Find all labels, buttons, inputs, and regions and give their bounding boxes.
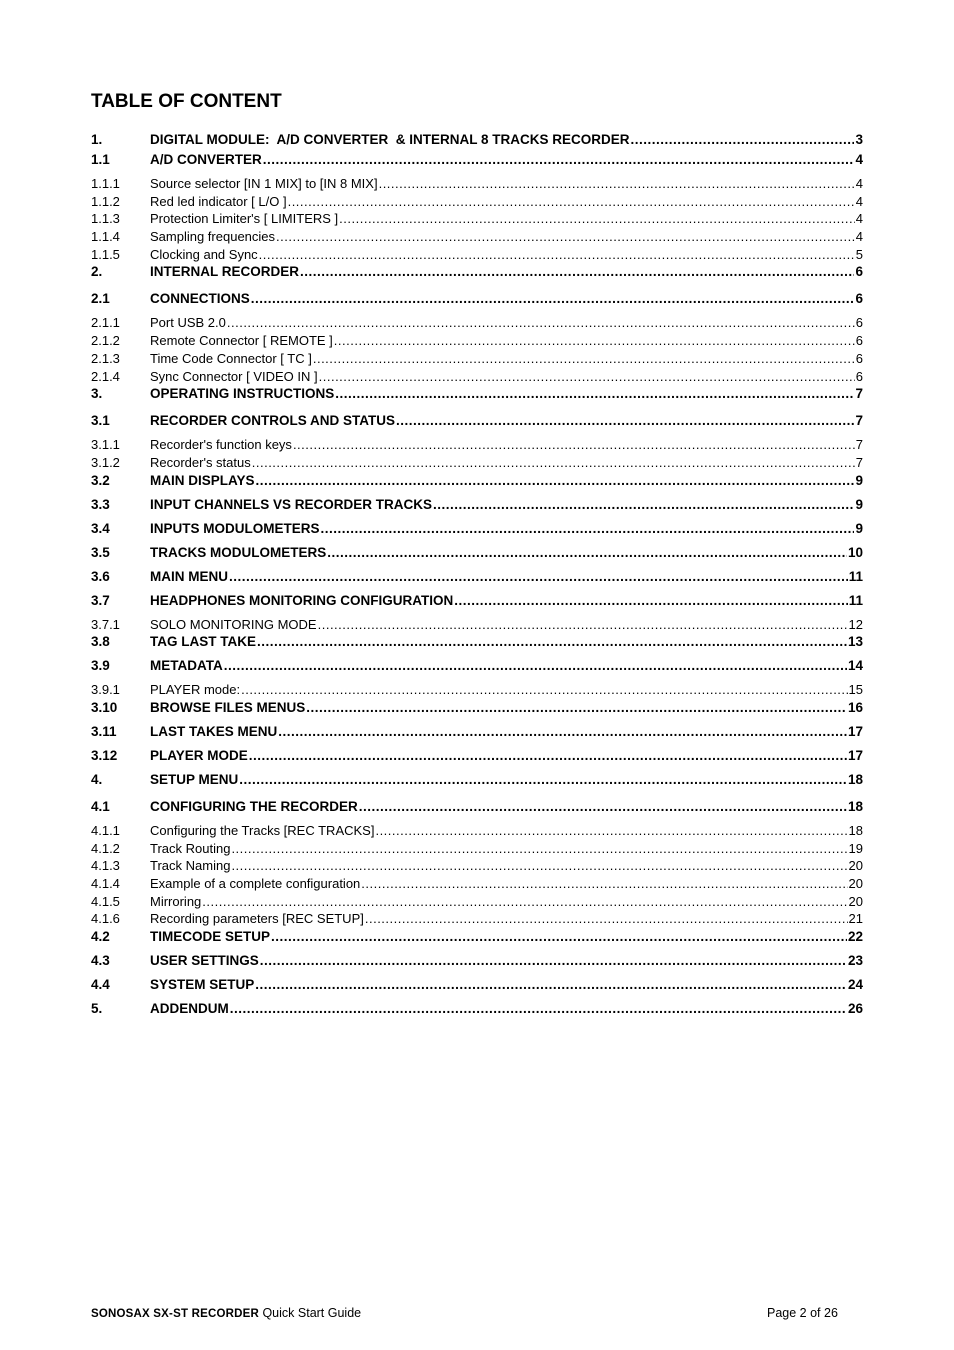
toc-entry-title: Remote Connector [ REMOTE ] — [150, 333, 333, 349]
toc-entry[interactable] — [91, 1001, 863, 1028]
toc-entry-page: 20 — [848, 893, 863, 909]
toc-entry-number: 4.1.4 — [91, 876, 120, 891]
toc-entry-number: 1.1.5 — [91, 246, 120, 262]
toc-entry-number: 3.1 — [91, 413, 110, 429]
toc-entry-number: 2.1 — [91, 291, 110, 307]
toc-dot-leader — [319, 369, 855, 384]
toc-entry-number: 3.3 — [91, 496, 110, 512]
toc-entry[interactable] — [91, 823, 863, 841]
toc-entry-number: 2. — [91, 264, 103, 280]
toc-entry-number: 4.1.1 — [91, 822, 120, 838]
toc-entry-page: 10 — [847, 544, 863, 560]
toc-entry[interactable] — [91, 473, 863, 497]
toc-entry-title: HEADPHONES MONITORING CONFIGURATION — [150, 592, 454, 608]
toc-entry-page: 6 — [855, 333, 863, 349]
toc-entry-title: INPUTS MODULOMETERS — [150, 520, 320, 536]
toc-entry-title: OPERATING INSTRUCTIONS — [150, 386, 335, 402]
toc-entry-page: 4 — [855, 152, 863, 167]
toc-dot-leader — [252, 455, 855, 470]
toc-entry-number: 3.1.1 — [91, 437, 120, 453]
toc-entry[interactable] — [91, 132, 863, 152]
toc-entry[interactable] — [91, 194, 863, 212]
toc-entry-number: 3.8 — [91, 634, 110, 650]
toc-entry-title: MAIN MENU — [150, 568, 228, 584]
toc-entry[interactable] — [91, 858, 863, 876]
toc-entry-page: 6 — [855, 368, 863, 384]
toc-entry-title: Port USB 2.0 — [150, 315, 226, 331]
toc-entry-number: 4.4 — [91, 977, 110, 993]
toc-dot-leader — [227, 315, 855, 330]
toc-entry[interactable] — [91, 799, 863, 823]
toc-dot-leader — [255, 977, 847, 992]
toc-entry-number: 2.1.2 — [91, 333, 120, 349]
toc-entry[interactable] — [91, 247, 863, 265]
toc-entry-page: 7 — [855, 454, 863, 470]
toc-entry[interactable] — [91, 545, 863, 569]
toc-dot-leader — [288, 194, 855, 209]
toc-dot-leader — [339, 211, 855, 226]
toc-entry-title: Protection Limiter's [ LIMITERS ] — [150, 211, 339, 227]
toc-dot-leader — [256, 473, 855, 488]
toc-entry-title: Track Naming — [150, 858, 231, 874]
toc-entry[interactable] — [91, 977, 863, 1001]
toc-entry[interactable] — [91, 291, 863, 315]
toc-entry-page: 4 — [855, 176, 863, 191]
toc-entry-page: 9 — [855, 520, 863, 536]
toc-entry-page: 13 — [847, 634, 863, 650]
toc-entry-page: 11 — [848, 568, 863, 584]
toc-entry-number: 3.5 — [91, 544, 110, 560]
toc-entry-number: 3.11 — [91, 723, 117, 739]
toc-entry[interactable] — [91, 437, 863, 455]
toc-dot-leader — [359, 799, 847, 814]
toc-dot-leader — [433, 497, 854, 512]
toc-entry-page: 18 — [847, 798, 863, 814]
toc-entry-title: Sync Connector [ VIDEO IN ] — [150, 368, 318, 384]
toc-entry[interactable] — [91, 658, 863, 682]
toc-entry-number: 3.9.1 — [91, 682, 120, 698]
toc-entry[interactable] — [91, 413, 863, 437]
toc-entry-number: 3.4 — [91, 520, 110, 536]
toc-dot-leader — [396, 413, 854, 428]
toc-title: TABLE OF CONTENT — [91, 91, 282, 112]
toc-entry[interactable] — [91, 748, 863, 772]
toc-entry[interactable] — [91, 369, 863, 387]
toc-dot-leader — [293, 437, 855, 452]
toc-entry-title: CONNECTIONS — [150, 291, 250, 307]
toc-entry-number: 3.1.2 — [91, 454, 120, 470]
toc-entry-page: 24 — [847, 977, 863, 993]
toc-dot-leader — [306, 700, 847, 715]
toc-entry-page: 20 — [848, 858, 863, 874]
toc-entry-number: 2.1.4 — [91, 368, 120, 384]
toc-entry-title: Recorder's function keys — [150, 437, 292, 453]
toc-entry-page: 22 — [847, 929, 863, 945]
toc-entry-title: CONFIGURING THE RECORDER — [150, 798, 358, 814]
toc-dot-leader — [365, 911, 848, 926]
toc-entry-title: METADATA — [150, 658, 223, 674]
toc-entry-number: 2.1.3 — [91, 350, 120, 366]
toc-entry-page: 7 — [855, 386, 863, 402]
toc-entry[interactable] — [91, 455, 863, 473]
toc-entry-number: 3. — [91, 386, 103, 402]
toc-dot-leader — [276, 229, 855, 244]
footer-document-title — [91, 1306, 361, 1320]
toc-entry-number: 3.10 — [91, 699, 118, 715]
toc-entry-title: LAST TAKES MENU — [150, 723, 278, 739]
toc-entry-page: 14 — [847, 658, 863, 674]
toc-dot-leader — [259, 247, 855, 262]
toc-dot-leader — [231, 841, 847, 856]
toc-entry-title: INPUT CHANNELS VS RECORDER TRACKS — [150, 496, 433, 512]
toc-entry[interactable] — [91, 841, 863, 859]
toc-entry-page: 6 — [855, 315, 863, 331]
toc-dot-leader — [224, 658, 847, 673]
table-of-contents — [91, 132, 863, 1028]
toc-entry-number: 1.1.3 — [91, 211, 120, 227]
toc-entry-page: 15 — [848, 682, 863, 698]
toc-dot-leader — [631, 132, 855, 147]
toc-dot-leader — [335, 386, 854, 401]
toc-entry-page: 11 — [848, 592, 863, 608]
toc-entry-title: MAIN DISPLAYS — [150, 472, 255, 488]
toc-entry[interactable] — [91, 929, 863, 953]
toc-dot-leader — [271, 929, 847, 944]
footer-page-number: Page 2 of 26 — [767, 1306, 838, 1320]
toc-entry-page: 4 — [855, 211, 863, 227]
toc-dot-leader — [278, 724, 847, 739]
toc-entry-number: 4.2 — [91, 929, 110, 945]
toc-entry-number: 3.2 — [91, 472, 110, 488]
toc-entry[interactable] — [91, 152, 863, 176]
toc-entry-number: 1.1.2 — [91, 193, 120, 209]
toc-entry-page: 12 — [848, 616, 863, 632]
toc-dot-leader — [260, 953, 847, 968]
toc-entry-page: 6 — [855, 350, 863, 366]
toc-entry[interactable] — [91, 569, 863, 593]
toc-entry-title: PLAYER mode: — [150, 682, 241, 698]
toc-entry[interactable] — [91, 315, 863, 333]
toc-dot-leader — [263, 152, 855, 167]
toc-entry-number: 4.1.6 — [91, 911, 120, 927]
toc-entry[interactable] — [91, 617, 863, 635]
toc-entry[interactable] — [91, 894, 863, 912]
toc-dot-leader — [313, 351, 855, 366]
toc-entry-number: 1.1.1 — [91, 176, 120, 191]
toc-entry-page: 5 — [855, 246, 863, 262]
toc-entry-title: Source selector [IN 1 MIX] to [IN 8 MIX] — [150, 176, 378, 191]
toc-entry[interactable] — [91, 176, 863, 194]
toc-entry-page: 19 — [848, 840, 863, 856]
toc-entry-number: 4.1.3 — [91, 858, 120, 874]
toc-dot-leader — [318, 617, 848, 632]
toc-entry[interactable] — [91, 351, 863, 369]
toc-entry-title: RECORDER CONTROLS AND STATUS — [150, 413, 395, 429]
toc-entry-page: 18 — [847, 771, 863, 787]
toc-entry-title: Example of a complete configuration — [150, 876, 361, 891]
toc-entry-page: 4 — [855, 229, 863, 245]
toc-entry-page: 9 — [855, 472, 863, 488]
toc-entry[interactable] — [91, 876, 863, 894]
toc-entry-page: 21 — [848, 911, 863, 927]
toc-entry-title: PLAYER MODE — [150, 747, 248, 763]
toc-dot-leader — [321, 521, 855, 536]
toc-entry-title: Sampling frequencies — [150, 229, 276, 245]
toc-dot-leader — [361, 876, 847, 891]
toc-entry-number: 3.7 — [91, 592, 110, 608]
toc-dot-leader — [257, 634, 847, 649]
toc-dot-leader — [202, 894, 847, 909]
toc-entry-title: TRACKS MODULOMETERS — [150, 544, 327, 560]
toc-dot-leader — [229, 569, 848, 584]
toc-entry-page: 20 — [848, 876, 863, 891]
toc-entry-number: 3.6 — [91, 568, 110, 584]
toc-entry-page: 17 — [847, 723, 863, 739]
toc-dot-leader — [251, 291, 855, 306]
toc-entry-title: TAG LAST TAKE — [150, 634, 256, 650]
toc-dot-leader — [300, 264, 854, 279]
toc-entry-title: BROWSE FILES MENUS — [150, 699, 306, 715]
toc-entry[interactable] — [91, 264, 863, 291]
toc-entry-number: 3.7.1 — [91, 616, 120, 632]
toc-entry-page: 4 — [855, 193, 863, 209]
toc-dot-leader — [241, 682, 847, 697]
toc-entry-title: Track Routing — [150, 840, 231, 856]
toc-entry[interactable] — [91, 229, 863, 247]
toc-entry[interactable] — [91, 386, 863, 413]
toc-entry[interactable] — [91, 634, 863, 658]
toc-dot-leader — [454, 593, 847, 608]
toc-entry-title: Mirroring — [150, 893, 202, 909]
toc-entry-number: 3.9 — [91, 658, 110, 674]
toc-entry[interactable] — [91, 333, 863, 351]
toc-dot-leader — [239, 772, 847, 787]
toc-entry[interactable] — [91, 772, 863, 799]
toc-entry-title: Recorder's status — [150, 454, 251, 470]
toc-dot-leader — [249, 748, 847, 763]
toc-entry-page: 17 — [847, 747, 863, 763]
toc-entry-page: 26 — [847, 1001, 863, 1017]
footer-brand: SONOSAX SX-ST RECORDER — [91, 1308, 259, 1320]
toc-entry[interactable] — [91, 700, 863, 724]
toc-entry-title: USER SETTINGS — [150, 953, 259, 969]
toc-entry-page: 7 — [855, 437, 863, 453]
toc-entry-page: 23 — [847, 953, 863, 969]
toc-entry-number: 1. — [91, 132, 103, 147]
toc-entry[interactable] — [91, 682, 863, 700]
toc-entry[interactable] — [91, 724, 863, 748]
toc-entry-title: Clocking and Sync — [150, 246, 258, 262]
toc-entry-title: Red led indicator [ L/O ] — [150, 193, 287, 209]
toc-entry-number: 4. — [91, 771, 103, 787]
toc-entry-title: SYSTEM SETUP — [150, 977, 255, 993]
toc-dot-leader — [231, 858, 847, 873]
toc-entry-number: 4.1.5 — [91, 893, 120, 909]
toc-entry-number: 2.1.1 — [91, 315, 120, 331]
toc-entry-title: Time Code Connector [ TC ] — [150, 350, 312, 366]
toc-entry-page: 6 — [855, 291, 863, 307]
toc-entry-title: A/D CONVERTER — [150, 152, 262, 167]
toc-entry[interactable] — [91, 521, 863, 545]
toc-entry-title: Configuring the Tracks [REC TRACKS] — [150, 822, 375, 838]
toc-entry-title: INTERNAL RECORDER — [150, 264, 300, 280]
toc-entry-title: SOLO MONITORING MODE — [150, 616, 317, 632]
footer-subtitle: Quick Start Guide — [258, 1306, 362, 1320]
toc-entry[interactable] — [91, 497, 863, 521]
toc-dot-leader — [334, 333, 855, 348]
toc-dot-leader — [379, 176, 855, 191]
toc-entry-page: 7 — [855, 413, 863, 429]
toc-entry[interactable] — [91, 211, 863, 229]
toc-entry-page: 16 — [847, 699, 863, 715]
toc-entry-title: TIMECODE SETUP — [150, 929, 271, 945]
toc-entry-number: 3.12 — [91, 747, 118, 763]
toc-dot-leader — [230, 1001, 847, 1016]
toc-entry-number: 4.1.2 — [91, 840, 120, 856]
toc-entry-number: 4.1 — [91, 798, 110, 814]
toc-entry[interactable] — [91, 953, 863, 977]
toc-entry[interactable] — [91, 911, 863, 929]
toc-entry-number: 1.1.4 — [91, 229, 120, 245]
toc-entry-title: SETUP MENU — [150, 771, 239, 787]
toc-entry-page: 3 — [855, 132, 863, 147]
toc-entry-title: DIGITAL MODULE: A/D CONVERTER & INTERNAL 8 TRACKS RECORDER — [150, 132, 630, 147]
toc-dot-leader — [375, 823, 847, 838]
toc-entry-title: ADDENDUM — [150, 1001, 229, 1017]
toc-dot-leader — [327, 545, 847, 560]
toc-entry[interactable] — [91, 593, 863, 617]
toc-entry-page: 9 — [855, 496, 863, 512]
toc-entry-page: 6 — [855, 264, 863, 280]
toc-entry-number: 1.1 — [91, 152, 110, 167]
toc-entry-number: 5. — [91, 1001, 103, 1017]
toc-entry-page: 18 — [848, 822, 863, 838]
toc-entry-number: 4.3 — [91, 953, 110, 969]
toc-entry-title: Recording parameters [REC SETUP] — [150, 911, 364, 927]
